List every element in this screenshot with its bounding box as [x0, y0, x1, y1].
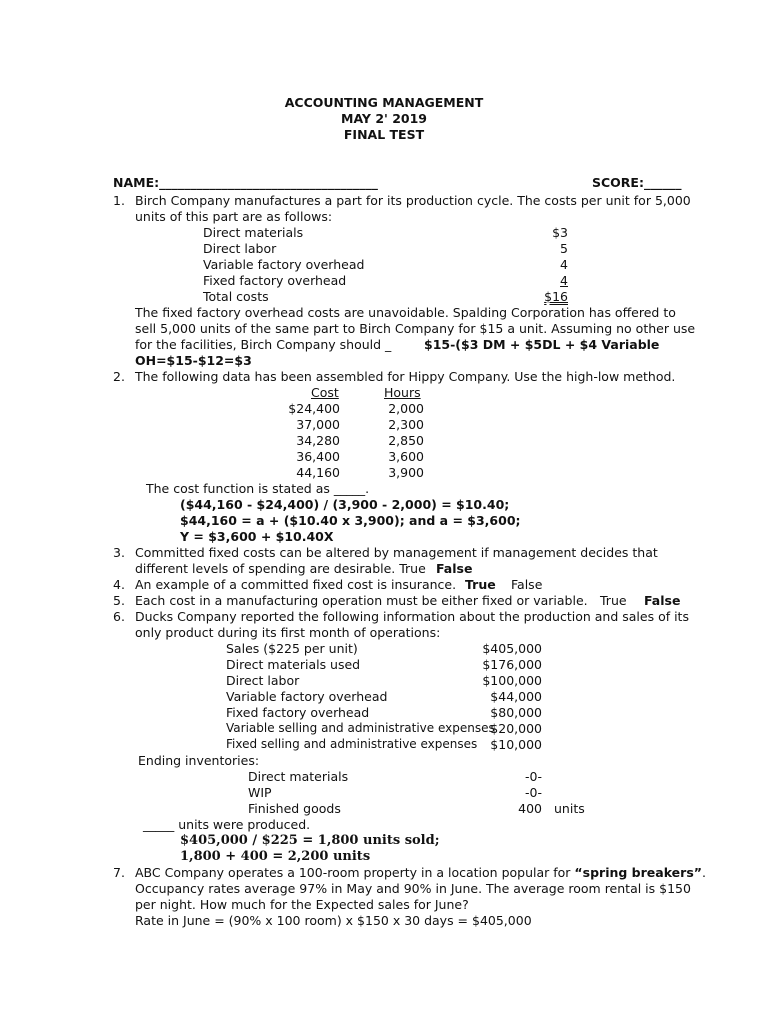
q1-para1: The fixed factory overhead costs are unavoidable. Spalding Corporation has offered to — [135, 305, 676, 320]
q2-cost: 36,400 — [296, 449, 340, 464]
q6-item-label: Variable factory overhead — [226, 689, 388, 704]
q7-number: 7. — [113, 865, 125, 880]
q6-inv-unit: units — [554, 801, 585, 816]
q2-answer2: $44,160 = a + ($10.40 x 3,900); and a = $3,600; — [180, 513, 521, 528]
q1-item-label: Variable factory overhead — [203, 257, 365, 272]
q1-answer2: OH=$15-$12=$3 — [135, 353, 252, 368]
q6-item-value: $100,000 — [482, 673, 542, 688]
q2-hours: 2,850 — [388, 433, 424, 448]
q2-cost: 37,000 — [296, 417, 340, 432]
q5-answer: False — [644, 593, 681, 608]
q1-line1: Birch Company manufactures a part for its production cycle. The costs per unit for 5,000 — [135, 193, 691, 208]
q7-line4: Rate in June = (90% x 100 room) x $150 x 30 days = $405,000 — [135, 913, 532, 928]
q6-item-label: Direct labor — [226, 673, 300, 688]
q2-col-cost: Cost — [311, 385, 339, 400]
q2-hours: 3,900 — [388, 465, 424, 480]
doc-date: MAY 2' 2019 — [341, 111, 427, 126]
q6-inv-label: Finished goods — [248, 801, 341, 816]
q3-line1: Committed fixed costs can be altered by management if management decides that — [135, 545, 658, 560]
q3-line2: different levels of spending are desirable. True — [135, 561, 426, 576]
q2-answer1: ($44,160 - $24,400) / (3,900 - 2,000) = $10.40; — [180, 497, 510, 512]
q6-item-value: $80,000 — [490, 705, 542, 720]
q7-line2: Occupancy rates average 97% in May and 90% in June. The average room rental is $150 — [135, 881, 691, 896]
doc-subtitle: FINAL TEST — [343, 127, 425, 142]
q1-line2: units of this part are as follows: — [135, 209, 333, 224]
q1-item-value: 5 — [560, 241, 568, 256]
q6-item-label: Variable selling and administrative expenses — [226, 721, 495, 735]
q3-answer: False — [436, 561, 473, 576]
q5-other: True — [600, 593, 627, 608]
q2-hours: 2,300 — [388, 417, 424, 432]
q1-item-value: 4 — [560, 257, 568, 272]
q2-hours: 3,600 — [388, 449, 424, 464]
q6-item-value: $20,000 — [490, 721, 542, 736]
q6-inv-label: WIP — [248, 785, 272, 800]
q1-item-label: Direct materials — [203, 225, 304, 240]
q6-answer1: $405,000 / $225 = 1,800 units sold; — [180, 833, 440, 848]
q1-answer1: $15-($3 DM + $5DL + $4 Variable — [424, 337, 660, 352]
q6-line2: only product during its first month of operations: — [135, 625, 441, 640]
q6-inv-value: -0- — [525, 769, 542, 784]
q2-answer3: Y = $3,600 + $10.40X — [180, 529, 334, 544]
q4-other: False — [511, 577, 543, 592]
q6-line1: Ducks Company reported the following information about the production and sales of its — [135, 609, 689, 624]
q6-item-value: $44,000 — [490, 689, 542, 704]
q2-cost: $24,400 — [288, 401, 340, 416]
q1-total-value: $16 — [544, 289, 568, 304]
q4-answer: True — [465, 577, 496, 592]
q2-col-hours: Hours — [384, 385, 421, 400]
q1-item-value: $3 — [552, 225, 568, 240]
q6-inv-label: Direct materials — [248, 769, 349, 784]
q1-item-label: Fixed factory overhead — [203, 273, 347, 288]
q5-number: 5. — [113, 593, 125, 608]
q4-text: An example of a committed fixed cost is insurance. — [135, 577, 457, 592]
q2-number: 2. — [113, 369, 125, 384]
q6-prompt: _____ units were produced. — [143, 817, 311, 832]
q1-item-value: 4 — [560, 273, 568, 288]
q2-cost: 44,160 — [296, 465, 340, 480]
q6-item-value: $176,000 — [482, 657, 542, 672]
q2-prompt: The cost function is stated as _____. — [146, 481, 370, 496]
q1-para2: sell 5,000 units of the same part to Birch Company for $15 a unit. Assuming no other use — [135, 321, 696, 336]
q6-inv-value: -0- — [525, 785, 542, 800]
q7-line3: per night. How much for the Expected sales for June? — [135, 897, 469, 912]
q5-text: Each cost in a manufacturing operation must be either fixed or variable. — [135, 593, 588, 608]
q6-item-label: Direct materials used — [226, 657, 361, 672]
q1-para3: for the facilities, Birch Company should _ — [135, 337, 392, 352]
q6-item-label: Fixed selling and administrative expenses — [226, 737, 478, 751]
score-field: SCORE:______ — [592, 175, 682, 190]
q4-number: 4. — [113, 577, 125, 592]
doc-title: ACCOUNTING MANAGEMENT — [284, 95, 484, 110]
q3-number: 3. — [113, 545, 125, 560]
q1-item-label: Direct labor — [203, 241, 277, 256]
q7-line1-text: ABC Company operates a 100-room property in a location popular for — [135, 865, 575, 880]
q1-number: 1. — [113, 193, 125, 208]
q2-line1: The following data has been assembled for Hippy Company. Use the high-low method. — [135, 369, 676, 384]
q6-item-value: $10,000 — [490, 737, 542, 752]
q6-item-label: Sales ($225 per unit) — [226, 641, 358, 656]
q6-inv-value: 400 — [518, 801, 542, 816]
q7-line1-quote: “spring breakers” — [574, 865, 702, 880]
q7-line1-end: . — [701, 865, 706, 880]
q1-item-label: Total costs — [203, 289, 269, 304]
q6-item-label: Fixed factory overhead — [226, 705, 370, 720]
q2-hours: 2,000 — [388, 401, 424, 416]
q6-answer2: 1,800 + 400 = 2,200 units — [180, 849, 371, 864]
q6-number: 6. — [113, 609, 125, 624]
q6-ending-label: Ending inventories: — [138, 753, 260, 768]
name-field: NAME:___________________________________ — [113, 175, 378, 190]
q2-cost: 34,280 — [296, 433, 340, 448]
q6-item-value: $405,000 — [482, 641, 542, 656]
q7-line1 — [135, 865, 706, 880]
